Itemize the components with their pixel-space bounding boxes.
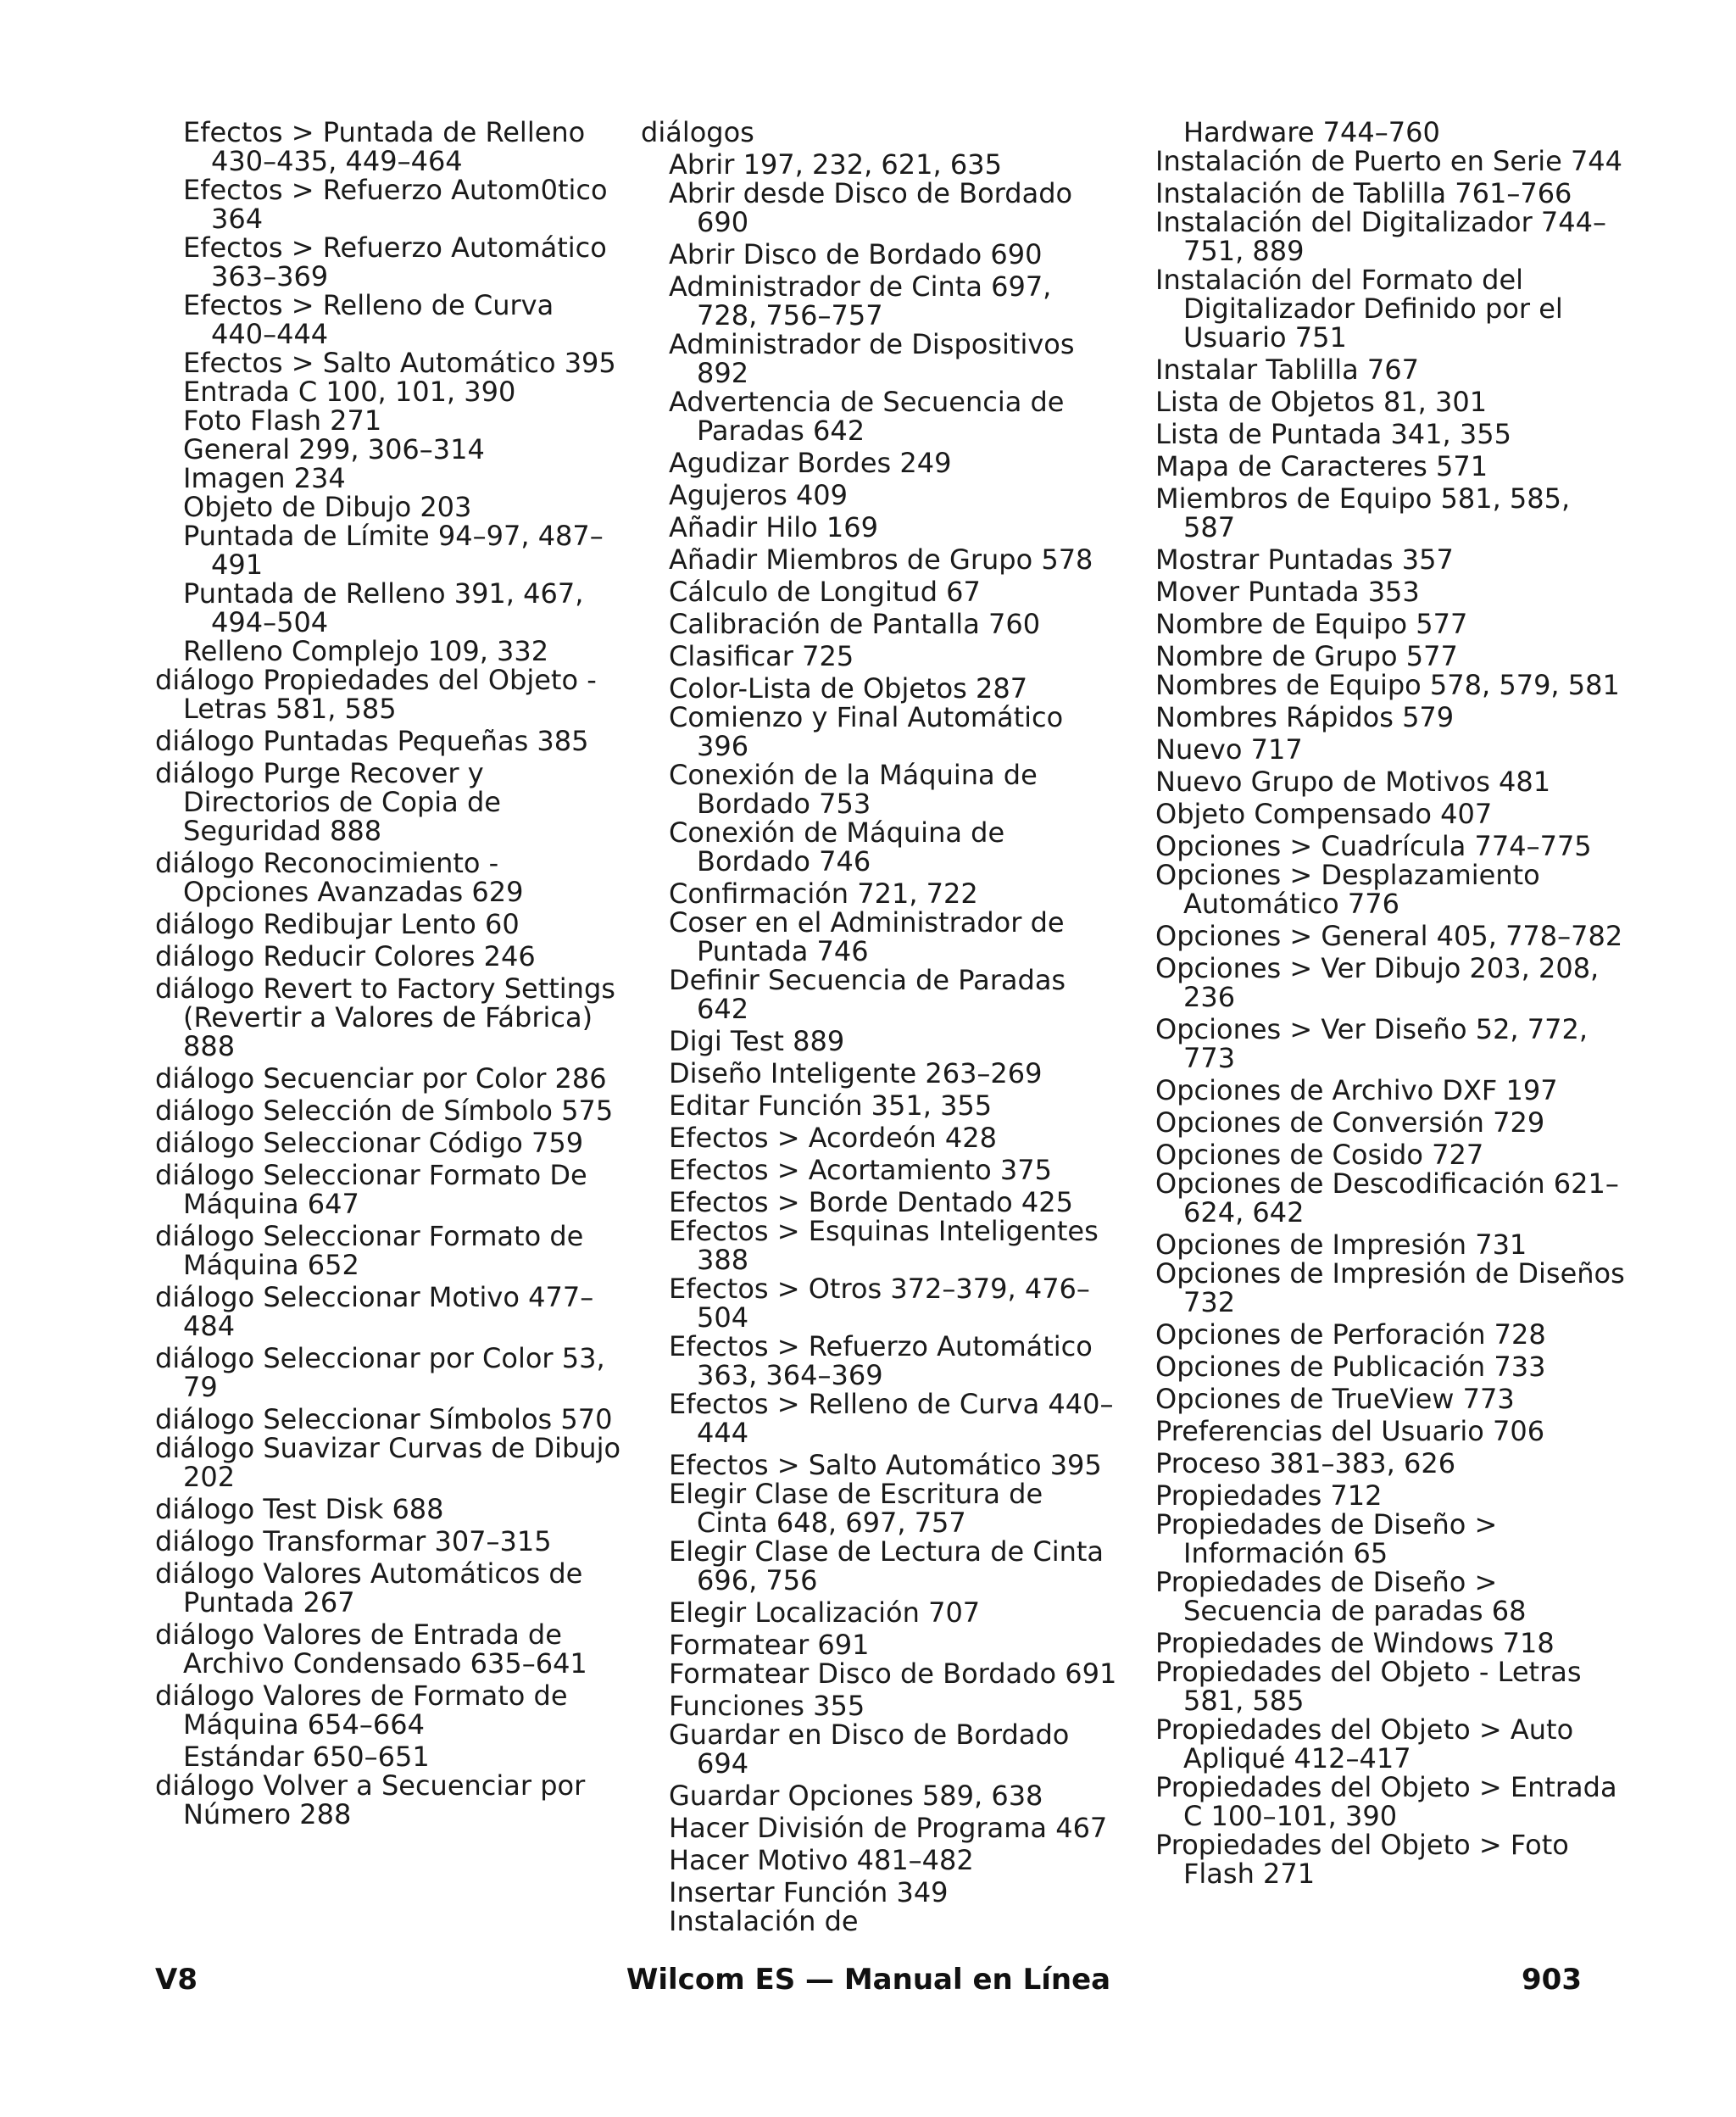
index-entry: Editar Función 351, 355 — [669, 1089, 993, 1122]
index-entry: Entrada C 100, 101, 390 — [183, 376, 516, 408]
index-entry: diálogo Selección de Símbolo 575 — [155, 1095, 614, 1127]
index-entry: Mover Puntada 353 — [1155, 576, 1420, 608]
index-entry: Administrador de Dispositivos 892 — [669, 328, 1075, 389]
index-entry: Opciones de Publicación 733 — [1155, 1351, 1546, 1383]
index-entry: Digi Test 889 — [669, 1025, 845, 1057]
index-entry: Instalación de — [669, 1905, 859, 1937]
index-entry: Instalar Tablilla 767 — [1155, 354, 1419, 386]
index-entry: Hacer Motivo 481–482 — [669, 1844, 974, 1876]
index-entry: Agujeros 409 — [669, 479, 849, 511]
index-entry: Lista de Puntada 341, 355 — [1155, 418, 1511, 450]
index-entry: Nuevo Grupo de Motivos 481 — [1155, 766, 1551, 798]
index-entry: Nuevo 717 — [1155, 733, 1303, 766]
index-entry: Estándar 650–651 — [183, 1741, 430, 1773]
index-entry: Elegir Clase de Escritura de Cinta 648, 697, 757 — [669, 1478, 1043, 1539]
index-entry: Efectos > Relleno de Curva 440–444 — [183, 289, 554, 350]
index-entry: Foto Flash 271 — [183, 404, 382, 437]
index-entry: Efectos > Salto Automático 395 — [183, 347, 616, 379]
index-entry: Objeto Compensado 407 — [1155, 798, 1493, 830]
index-entry: diálogo Seleccionar Formato de Máquina 652 — [155, 1220, 584, 1281]
index-entry: Propiedades 712 — [1155, 1479, 1383, 1512]
index-entry: diálogo Suavizar Curvas de Dibujo 202 — [155, 1432, 621, 1493]
index-entry: Mapa de Caracteres 571 — [1155, 450, 1488, 482]
index-entry: diálogos — [641, 116, 754, 148]
index-entry: Hardware 744–760 — [1183, 116, 1440, 148]
index-entry: Propiedades de Diseño > Secuencia de paradas 68 — [1155, 1566, 1527, 1627]
index-entry: Advertencia de Secuencia de Paradas 642 — [669, 386, 1065, 447]
index-entry: Opciones > Cuadrícula 774–775 — [1155, 830, 1592, 862]
index-entry: Hacer División de Programa 467 — [669, 1812, 1108, 1844]
index-entry: General 299, 306–314 — [183, 433, 485, 465]
index-entry: diálogo Secuenciar por Color 286 — [155, 1062, 607, 1095]
index-entry: Puntada de Relleno 391, 467, 494–504 — [183, 577, 584, 638]
index-entry: Coser en el Administrador de Puntada 746 — [669, 906, 1065, 967]
index-entry: Opciones > Desplazamiento Automático 776 — [1155, 859, 1540, 920]
index-entry: diálogo Reducir Colores 246 — [155, 940, 536, 972]
index-entry: Definir Secuencia de Paradas 642 — [669, 964, 1066, 1025]
footer-version: V8 — [155, 1963, 198, 1997]
index-entry: Opciones de Impresión de Diseños 732 — [1155, 1257, 1625, 1318]
index-entry: Efectos > Puntada de Relleno 430–435, 449–464 — [183, 116, 586, 177]
index-entry: Efectos > Otros 372–379, 476–504 — [669, 1273, 1090, 1334]
index-entry: Imagen 234 — [183, 462, 346, 494]
index-entry: Calibración de Pantalla 760 — [669, 608, 1041, 640]
index-column-3 — [1155, 118, 1626, 1888]
index-entry: Agudizar Bordes 249 — [669, 447, 952, 479]
index-entry: Instalación de Tablilla 761–766 — [1155, 177, 1572, 209]
index-entry: Efectos > Acortamiento 375 — [669, 1154, 1052, 1186]
index-entry: Nombres de Equipo 578, 579, 581 — [1155, 669, 1620, 701]
index-entry: Efectos > Salto Automático 395 — [669, 1449, 1102, 1481]
index-entry: Efectos > Refuerzo Automático 363–369 — [183, 231, 607, 292]
index-entry: diálogo Valores Automáticos de Puntada 267 — [155, 1557, 583, 1618]
index-entry: Opciones de Cosido 727 — [1155, 1139, 1484, 1171]
index-entry: Guardar Opciones 589, 638 — [669, 1780, 1043, 1812]
index-entry: Objeto de Dibujo 203 — [183, 491, 472, 523]
index-entry: diálogo Puntadas Pequeñas 385 — [155, 725, 589, 757]
index-entry: Abrir 197, 232, 621, 635 — [669, 148, 1002, 181]
index-entry: Instalación del Digitalizador 744–751, 889 — [1155, 206, 1606, 267]
index-entry: Formatear Disco de Bordado 691 — [669, 1657, 1117, 1690]
footer-title: Wilcom ES — Manual en Línea — [626, 1963, 1111, 1997]
index-entry: Proceso 381–383, 626 — [1155, 1447, 1456, 1479]
index-entry: Diseño Inteligente 263–269 — [669, 1057, 1043, 1089]
index-entry: Conexión de Máquina de Bordado 746 — [669, 816, 1005, 877]
index-entry: Nombre de Equipo 577 — [1155, 608, 1468, 640]
index-entry: Efectos > Acordeón 428 — [669, 1122, 997, 1154]
index-entry: Relleno Complejo 109, 332 — [183, 635, 549, 667]
index-entry: Efectos > Esquinas Inteligentes 388 — [669, 1215, 1099, 1276]
index-entry: Opciones de Impresión 731 — [1155, 1228, 1527, 1261]
index-entry: Opciones > General 405, 778–782 — [1155, 920, 1623, 952]
index-entry: diálogo Purge Recover y Directorios de Copia de Seguridad 888 — [155, 757, 501, 847]
index-entry: Elegir Clase de Lectura de Cinta 696, 756 — [669, 1535, 1104, 1596]
index-entry: Propiedades de Diseño > Información 65 — [1155, 1508, 1498, 1569]
index-entry: diálogo Test Disk 688 — [155, 1493, 444, 1525]
index-entry: Clasificar 725 — [669, 640, 854, 672]
index-column-1 — [155, 118, 626, 1829]
index-entry: diálogo Redibujar Lento 60 — [155, 908, 520, 940]
index-entry: Propiedades de Windows 718 — [1155, 1627, 1555, 1659]
index-entry: Instalación de Puerto en Serie 744 — [1155, 145, 1623, 177]
index-entry: Elegir Localización 707 — [669, 1596, 981, 1629]
index-entry: diálogo Transformar 307–315 — [155, 1525, 552, 1557]
index-entry: Nombres Rápidos 579 — [1155, 701, 1455, 733]
index-entry: Efectos > Borde Dentado 425 — [669, 1186, 1073, 1218]
index-entry: Opciones de TrueView 773 — [1155, 1383, 1515, 1415]
page-footer — [155, 1963, 1582, 2005]
index-entry: Puntada de Límite 94–97, 487–491 — [183, 520, 604, 581]
index-entry: Confirmación 721, 722 — [669, 877, 978, 910]
index-entry: Efectos > Refuerzo Autom0tico 364 — [183, 174, 608, 235]
index-entry: Añadir Hilo 169 — [669, 511, 878, 543]
index-entry: Funciones 355 — [669, 1690, 865, 1722]
index-entry: Abrir desde Disco de Bordado 690 — [669, 177, 1073, 238]
index-entry: diálogo Volver a Secuenciar por Número 288 — [155, 1769, 586, 1830]
index-entry: diálogo Seleccionar Formato De Máquina 647 — [155, 1159, 587, 1220]
index-entry: diálogo Seleccionar Motivo 477–484 — [155, 1281, 594, 1342]
index-entry: Efectos > Relleno de Curva 440–444 — [669, 1388, 1114, 1449]
index-entry: Nombre de Grupo 577 — [1155, 640, 1458, 672]
index-entry: diálogo Reconocimiento - Opciones Avanzadas 629 — [155, 847, 524, 908]
index-entry: Formatear 691 — [669, 1629, 870, 1661]
index-entry: Opciones de Perforación 728 — [1155, 1318, 1546, 1351]
index-entry: Opciones de Archivo DXF 197 — [1155, 1074, 1558, 1106]
index-entry: Guardar en Disco de Bordado 694 — [669, 1719, 1070, 1780]
index-entry: Opciones > Ver Diseño 52, 772, 773 — [1155, 1013, 1589, 1074]
index-entry: diálogo Valores de Entrada de Archivo Condensado 635–641 — [155, 1618, 587, 1680]
index-entry: Opciones de Conversión 729 — [1155, 1106, 1545, 1139]
index-entry: Propiedades del Objeto > Entrada C 100–101, 390 — [1155, 1771, 1617, 1832]
index-entry: diálogo Seleccionar Código 759 — [155, 1127, 584, 1159]
index-entry: Mostrar Puntadas 357 — [1155, 543, 1454, 576]
index-entry: diálogo Propiedades del Objeto - Letras 581, 585 — [155, 664, 597, 725]
index-entry: Miembros de Equipo 581, 585, 587 — [1155, 482, 1571, 543]
index-entry: Añadir Miembros de Grupo 578 — [669, 543, 1093, 576]
index-column-2 — [641, 118, 1117, 1936]
index-entry: Comienzo y Final Automático 396 — [669, 701, 1064, 762]
index-entry: diálogo Revert to Factory Settings (Revertir a Valores de Fábrica) 888 — [155, 972, 615, 1062]
index-entry: Color-Lista de Objetos 287 — [669, 672, 1028, 705]
index-entry: Administrador de Cinta 697, 728, 756–757 — [669, 270, 1052, 331]
index-entry: Propiedades del Objeto > Auto Apliqué 412–417 — [1155, 1713, 1574, 1774]
index-entry: diálogo Valores de Formato de Máquina 654–664 — [155, 1680, 568, 1741]
index-entry: Efectos > Refuerzo Automático 363, 364–369 — [669, 1330, 1093, 1391]
index-entry: Lista de Objetos 81, 301 — [1155, 386, 1488, 418]
page-number: 903 — [1522, 1963, 1582, 1997]
index-entry: Preferencias del Usuario 706 — [1155, 1415, 1545, 1447]
index-entry: Insertar Función 349 — [669, 1876, 949, 1908]
index-entry: Opciones de Descodificación 621–624, 642 — [1155, 1167, 1619, 1228]
index-entry: diálogo Seleccionar por Color 53, 79 — [155, 1342, 605, 1403]
index-entry: Conexión de la Máquina de Bordado 753 — [669, 759, 1038, 820]
index-entry: Propiedades del Objeto - Letras 581, 585 — [1155, 1656, 1582, 1717]
index-entry: Propiedades del Objeto > Foto Flash 271 — [1155, 1829, 1569, 1890]
index-entry: diálogo Seleccionar Símbolos 570 — [155, 1403, 613, 1435]
index-entry: Abrir Disco de Bordado 690 — [669, 238, 1043, 270]
index-entry: Opciones > Ver Dibujo 203, 208, 236 — [1155, 952, 1600, 1013]
index-entry: Instalación del Formato del Digitalizador Definido por el Usuario 751 — [1155, 264, 1563, 354]
index-entry: Cálculo de Longitud 67 — [669, 576, 981, 608]
